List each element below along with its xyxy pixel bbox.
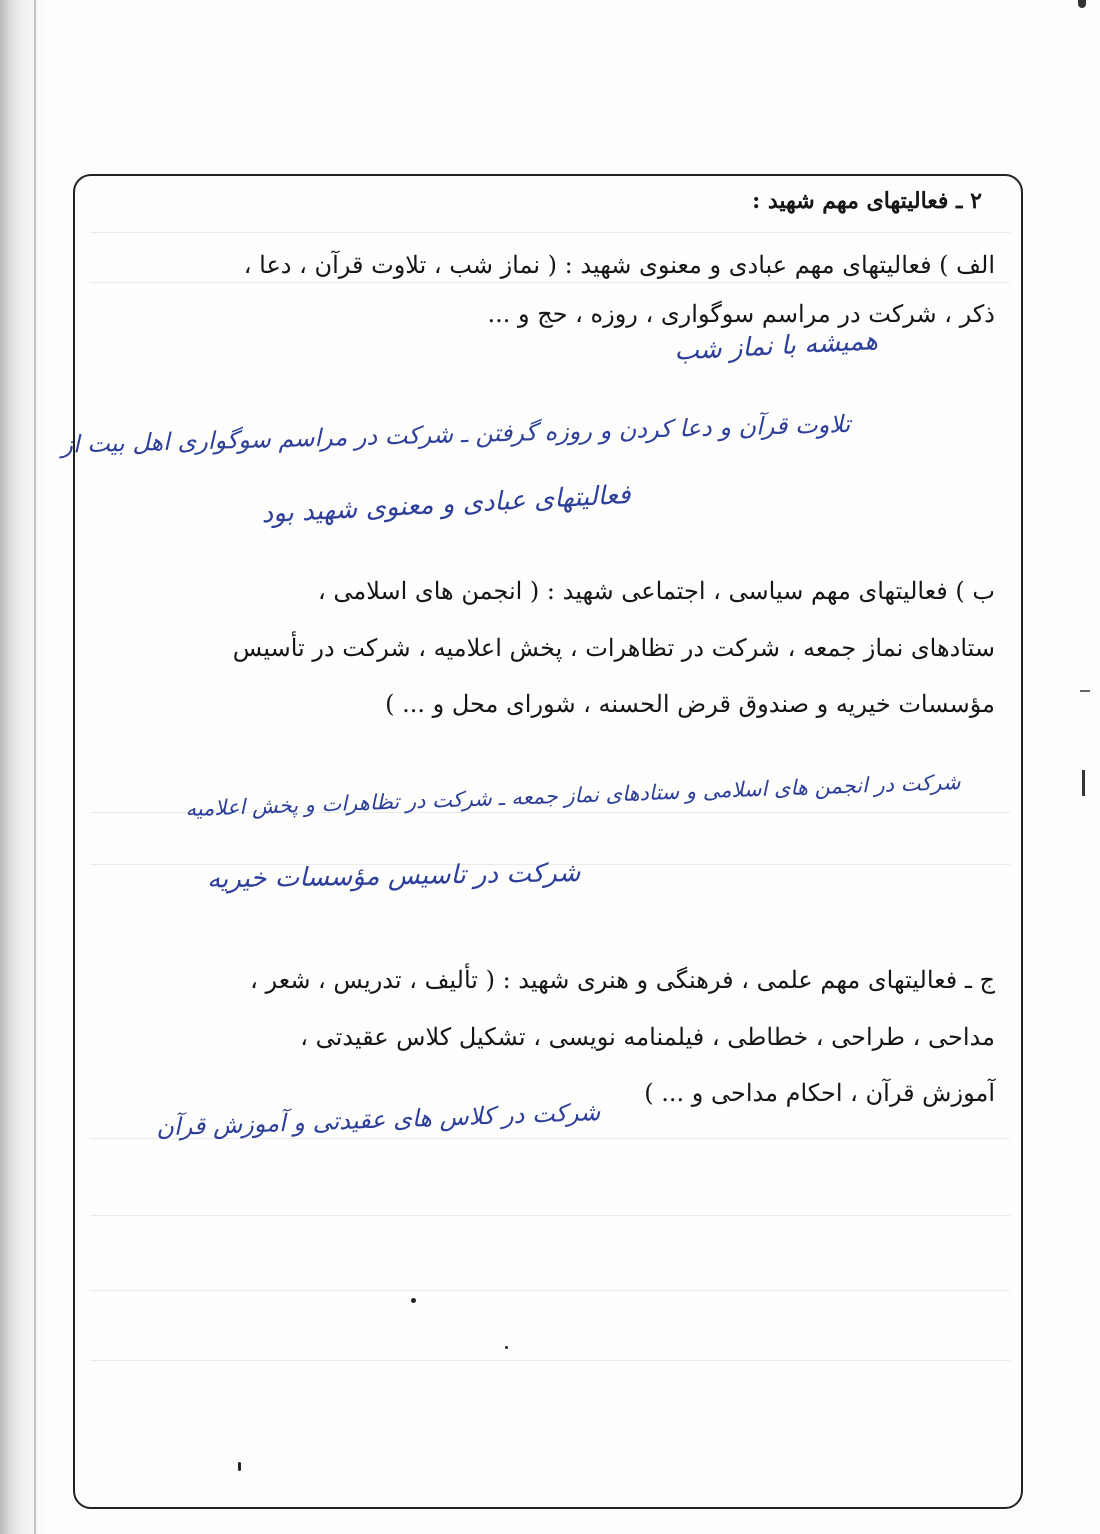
part-a-line-1: الف ) فعالیتهای مهم عبادی و معنوی شهید : ( نماز شب ، تلاوت قرآن ، دعا ، — [243, 251, 995, 279]
part-a-line-2: ذکر ، شرکت در مراسم سوگواری ، روزه ، حج و ... — [487, 300, 995, 328]
part-b-line-1: ب ) فعالیتهای مهم سیاسی ، اجتماعی شهید : ( انجمن های اسلامی ، — [317, 577, 995, 605]
part-b-handwriting-2: شرکت در تاسیس مؤسسات خیریه — [206, 858, 581, 895]
part-b-line-3: مؤسسات خیریه و صندوق قرض الحسنه ، شورای محل و ... ) — [385, 690, 995, 718]
bleed-through-line — [90, 282, 1010, 283]
part-a-handwriting-2: تلاوت قرآن و دعا کردن و روزه گرفتن ـ شرکت در مراسم سوگواری اهل بیت از — [60, 410, 851, 459]
ink-dot — [505, 1346, 508, 1349]
part-b-line-2: ستادهای نماز جمعه ، شرکت در تظاهرات ، پخش اعلامیه ، شرکت در تأسیس — [232, 634, 995, 662]
part-c-line-2: مداحی ، طراحی ، خطاطی ، فیلمنامه نویسی ، تشکیل کلاس عقیدتی ، — [300, 1023, 995, 1051]
bleed-through-line — [90, 232, 1010, 233]
top-corner-mark — [1078, 0, 1086, 8]
part-c-line-1: ج ـ فعالیتهای مهم علمی ، فرهنگی و هنری شهید : ( تألیف ، تدریس ، شعر ، — [250, 966, 995, 994]
ink-mark — [238, 1462, 241, 1471]
scan-edge-line — [34, 0, 36, 1534]
part-a-handwriting-3: فعالیتهای عبادی و معنوی شهید بود — [260, 480, 631, 530]
section-heading: ۲ ـ فعالیتهای مهم شهید : — [752, 188, 982, 214]
scan-shadow-left — [0, 0, 46, 1534]
bleed-through-line — [90, 1360, 1010, 1361]
bleed-through-line — [90, 1290, 1010, 1291]
page-border-frame — [73, 174, 1023, 1509]
part-c-line-3: آموزش قرآن ، احکام مداحی و ... ) — [644, 1079, 995, 1107]
margin-mark — [1080, 690, 1090, 692]
part-a-handwriting-1: همیشه با نماز شب — [673, 326, 879, 367]
part-b-handwriting-1: شرکت در انجمن های اسلامی و ستادهای نماز جمعه ـ شرکت در تظاهرات و پخش اعلامیه — [184, 770, 961, 822]
part-c-handwriting-1: شرکت در کلاس های عقیدتی و آموزش قرآن — [155, 1098, 601, 1142]
margin-mark — [1082, 770, 1085, 796]
bleed-through-line — [90, 1215, 1010, 1216]
ink-dot — [411, 1298, 416, 1303]
